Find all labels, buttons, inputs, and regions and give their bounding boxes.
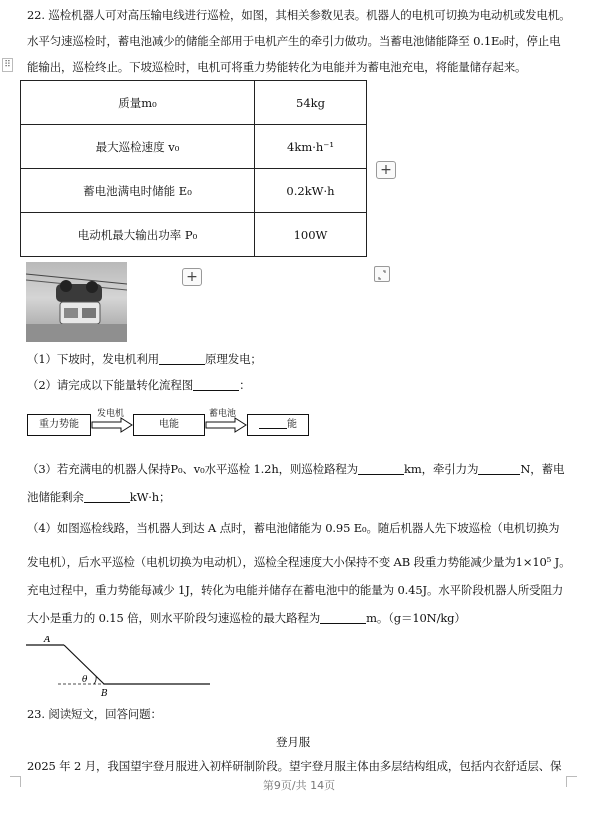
- table-cell-value: 4km·h⁻¹: [255, 125, 367, 169]
- sub1-pre: （1）下坡时，发电机利用: [27, 352, 160, 366]
- slope-diagram: [24, 636, 224, 698]
- table-row: [21, 169, 367, 213]
- table-row: [21, 125, 367, 169]
- label-b: B: [101, 689, 108, 698]
- sub2-pre: （2）请完成以下能量转化流程图: [27, 378, 194, 392]
- answer-blank[interactable]: [358, 462, 404, 475]
- sub4-line-4: [27, 610, 466, 626]
- sub4-line-3: 充电过程中，重力势能每减少 1J，转化为电能并储存在蓄电池中的能量为 0.45J。水平阶段机器人所受阻力: [27, 583, 564, 597]
- table-cell-label: 最大巡检速度 v₀: [21, 125, 255, 169]
- flow-box3-suffix: 能: [287, 419, 297, 430]
- sub3-text-e: kW·h；: [129, 490, 171, 504]
- parameter-table: [20, 80, 367, 257]
- add-row-button[interactable]: +: [182, 268, 202, 286]
- answer-blank[interactable]: [320, 611, 366, 624]
- q23-line-1: 23. 阅读短文，回答问题：: [27, 707, 162, 721]
- table-cell-label: 电动机最大输出功率 P₀: [21, 213, 255, 257]
- q22-line-1: 22. 巡检机器人可对高压输电线进行巡检，如图，其相关参数见表。机器人的电机可切换为电动机或发电机。: [27, 8, 571, 22]
- answer-blank[interactable]: [259, 418, 287, 429]
- flow-arrow-2: [205, 417, 247, 433]
- table-cell-label: 蓄电池满电时储能 E₀: [21, 169, 255, 213]
- add-column-button[interactable]: +: [376, 161, 396, 179]
- sub3-line-1: [27, 461, 564, 477]
- flow-box-electric: 电能: [133, 414, 205, 436]
- resize-icon: [375, 268, 389, 282]
- q22-line-2: 水平匀速巡检时，蓄电池减少的储能全部用于电机产生的牵引力做功。当蓄电池储能降至 0.1E₀时，停止电: [27, 34, 561, 48]
- sub2-text: [27, 377, 250, 393]
- flow-box-gravity: 重力势能: [27, 414, 91, 436]
- table-cell-value: 0.2kW·h: [255, 169, 367, 213]
- flow-arrow-label-2: 蓄电池: [209, 409, 237, 419]
- sub4-text-a: 大小是重力的 0.15 倍，则水平阶段匀速巡检的最大路程为: [27, 611, 321, 625]
- table-cell-value: 100W: [255, 213, 367, 257]
- sub3-text-c: N，蓄电: [520, 462, 565, 476]
- sub3-text-b: km，牵引力为: [404, 462, 479, 476]
- block-drag-handle[interactable]: ⠿: [2, 58, 13, 72]
- answer-blank[interactable]: [159, 352, 205, 365]
- answer-blank[interactable]: [193, 378, 239, 391]
- flow-box-blank: [247, 414, 309, 436]
- sub3-text-d: 池储能剩余: [27, 490, 84, 504]
- sub3-line-2: [27, 489, 170, 505]
- q23-line-2: 2025 年 2 月，我国望宇登月服进入初样研制阶段。望宇登月服主体由多层结构组成，包括内衣舒适层、保: [27, 759, 562, 773]
- q22-line-3: 能输出，巡检终止。下坡巡检时，电机可将重力势能转化为电能并为蓄电池充电，将能量储存起来。: [27, 60, 527, 74]
- sub3-text-a: （3）若充满电的机器人保持P₀、v₀水平巡检 1.2h，则巡检路程为: [27, 462, 359, 476]
- robot-photo-drawing: [26, 262, 127, 342]
- flow-arrow-label-1: 发电机: [97, 409, 125, 419]
- table-cell-label: 质量m₀: [21, 81, 255, 125]
- table-row: [21, 213, 367, 257]
- q23-title: 登月服: [276, 735, 311, 749]
- answer-blank[interactable]: [478, 462, 520, 475]
- flow-arrow-1: [91, 417, 133, 433]
- sub4-line-1: （4）如图巡检线路，当机器人到达 A 点时，蓄电池储能为 0.95 E₀。随后机器人先下坡巡检（电机切换为: [27, 521, 560, 535]
- label-a: A: [44, 636, 51, 645]
- sub4-line-2: 发电机），后水平巡检（电机切换为电动机），巡检全程速度大小保持不变 AB 段重力势能减少量为1×10⁵ J。: [27, 555, 571, 569]
- sub1-post: 原理发电；: [205, 352, 262, 366]
- page-footer: 第9页/共 14页: [262, 779, 336, 792]
- label-theta: θ: [82, 675, 88, 685]
- table-row: [21, 81, 367, 125]
- sub4-text-b: m。（g＝10N/kg）: [366, 611, 466, 625]
- table-resize-handle[interactable]: [374, 266, 390, 282]
- sub2-post: ：: [239, 378, 251, 392]
- answer-blank[interactable]: [84, 490, 130, 503]
- robot-photo: [26, 262, 127, 342]
- table-cell-value: 54kg: [255, 81, 367, 125]
- sub1-text: [27, 351, 262, 367]
